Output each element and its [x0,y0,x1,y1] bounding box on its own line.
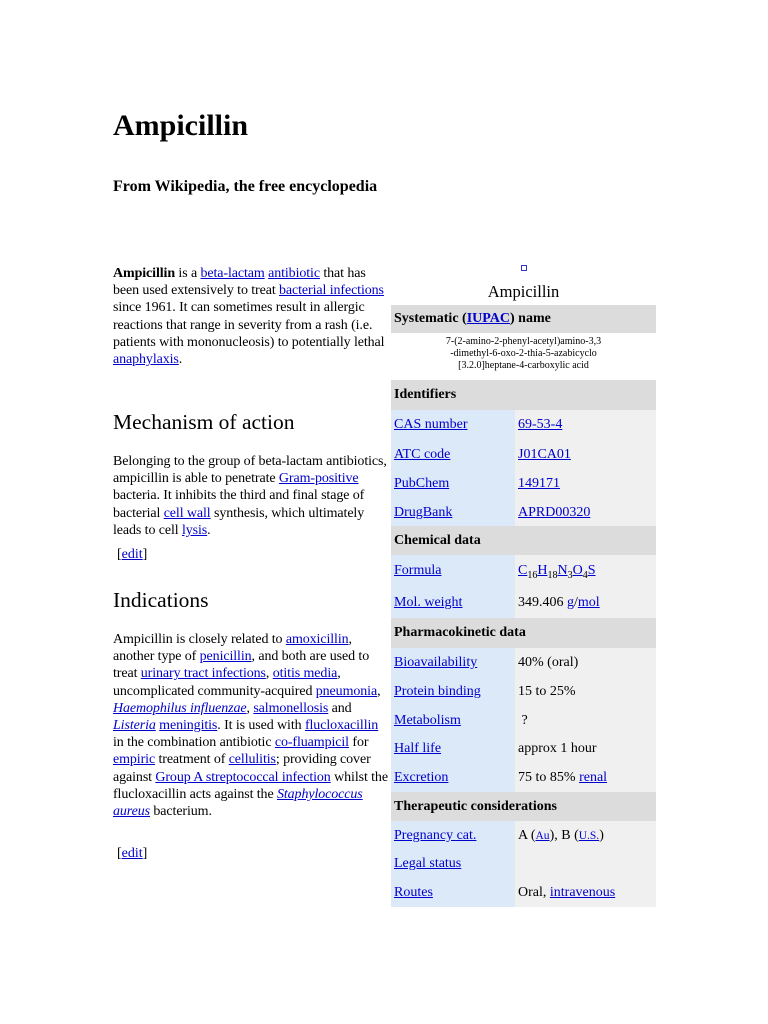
link-gram-positive[interactable]: Gram-positive [278,471,359,487]
value-metabolism: ? [515,706,656,735]
link-lysis[interactable]: lysis [181,522,208,538]
text: . [178,352,183,368]
text: that has been used extensively to treat [113,266,366,299]
subscript: 16 [527,569,538,581]
value-pubchem[interactable]: 149171 [518,476,560,491]
link-otitis-media[interactable]: otitis media [272,666,338,682]
iupac-line: [3.2.0]heptane-4-carboxylic acid [458,360,589,371]
row-protein-binding [391,677,656,706]
link-cell-wall[interactable]: cell wall [163,505,211,521]
value-drugbank[interactable]: APRD00320 [518,505,591,520]
label-cas-number[interactable]: CAS number [394,417,468,432]
text: is a [175,266,201,281]
pharmacokinetic-header: Pharmacokinetic data [391,618,656,648]
row-pubchem [391,469,656,498]
label-mol-weight[interactable]: Mol. weight [394,595,463,610]
page-title: Ampicillin [113,109,249,142]
text: treatment of [155,752,229,768]
text: / [574,595,578,610]
edit-section-indications [117,845,147,862]
label-half-life[interactable]: Half life [394,741,442,756]
link-au[interactable]: Au [535,830,550,842]
text: and [328,700,352,716]
link-antibiotic[interactable]: antibiotic [268,266,320,281]
text: ; providing cover against [113,752,371,785]
link-empiric[interactable]: empiric [113,752,156,768]
row-legal-status [391,850,656,878]
text: since 1961. It can sometimes result in allergic reactions that range in severity from a rash (i.e. patients with mononucleosis) to potentially lethal [113,300,385,350]
label-legal-status[interactable]: Legal status [394,856,462,871]
link-beta-lactam[interactable]: beta-lactam [200,266,265,281]
label-drugbank[interactable]: DrugBank [394,505,453,520]
chemical-data-header: Chemical data [391,526,656,555]
link-us[interactable]: U.S. [578,830,600,842]
row-mol-weight [391,587,656,618]
value-atc-code[interactable]: J01CA01 [518,447,571,462]
link-carbon[interactable]: C [518,563,528,578]
label-excretion[interactable]: Excretion [394,770,449,785]
link-listeria[interactable]: Listeria [113,718,156,734]
text: , [246,700,254,716]
link-anaphylaxis[interactable]: anaphylaxis [113,352,179,368]
text: , and both are used to treat [113,649,370,682]
row-drugbank [391,498,656,526]
link-gram[interactable]: g [567,595,574,610]
subscript: 4 [582,569,588,581]
value-legal-status [515,850,656,878]
link-mol[interactable]: mol [577,595,600,610]
row-atc-code [391,440,656,469]
text: Systematic ( [394,311,467,326]
row-cas-number [391,410,656,440]
edit-link[interactable]: edit [121,547,143,562]
row-routes [391,878,656,907]
link-group-a-streptococcal-infection[interactable]: Group A streptococcal infection [155,769,331,785]
text: , [377,683,381,699]
link-meningitis[interactable]: meningitis [159,718,218,734]
bracket: ] [142,846,148,861]
page-subtitle: From Wikipedia, the free encyclopedia [113,178,378,195]
edit-section-mechanism [117,546,147,563]
therapeutic-header: Therapeutic considerations [391,792,656,821]
iupac-line: 7-(2-amino-2-phenyl-acetyl)amino-3,3 [445,336,602,347]
link-urinary-tract-infections[interactable]: urinary tract infections [140,666,266,682]
row-bioavailability [391,648,656,677]
structure-image[interactable] [521,265,527,271]
link-cellulitis[interactable]: cellulitis [228,752,276,768]
formula-value [515,555,656,587]
label-protein-binding[interactable]: Protein binding [394,684,481,699]
value-protein-binding: 15 to 25% [515,677,656,706]
row-excretion [391,763,656,792]
link-salmonellosis[interactable]: salmonellosis [253,700,329,716]
value-half-life: approx 1 hour [515,735,656,763]
link-haemophilus-influenzae[interactable]: Haemophilus influenzae [113,700,247,716]
mechanism-paragraph [113,453,391,539]
link-renal[interactable]: renal [579,770,608,785]
text: bacteria. It inhibits the third and final stage of bacterial [113,488,365,521]
text: ) [599,828,604,843]
text: Belonging to the group of beta-lactam antibiotics, ampicillin is able to penetrate [113,454,387,487]
link-staphylococcus-aureus[interactable]: Staphylococcus aureus [113,786,363,820]
text: bacterium. [150,804,212,820]
link-sulfur[interactable]: S [587,563,596,578]
bracket: [ [117,547,122,562]
mol-weight-value [515,587,656,618]
row-formula [391,555,656,587]
link-pneumonia[interactable]: pneumonia [315,683,378,699]
label-metabolism[interactable]: Metabolism [394,713,461,728]
value-routes [515,878,656,907]
link-bacterial-infections[interactable]: bacterial infections [279,283,384,299]
link-nitrogen[interactable]: N [557,563,568,578]
label-atc-code[interactable]: ATC code [394,447,451,462]
label-routes[interactable]: Routes [394,885,433,900]
infobox-title: Ampicillin [487,282,560,301]
text: synthesis, which ultimately leads to cell [113,505,365,538]
label-pregnancy-category[interactable]: Pregnancy cat. [394,828,477,843]
link-oxygen[interactable]: O [572,563,583,578]
text: A ( [518,828,536,843]
value-excretion [515,763,656,792]
text: Ampicillin is closely related to [113,632,286,647]
label-pubchem[interactable]: PubChem [394,476,450,491]
value-pregnancy [515,821,656,850]
subscript: 3 [567,569,573,581]
link-co-fluampicil[interactable]: co-fluampicil [274,735,349,751]
row-metabolism [391,706,656,735]
intro-bold-term: Ampicillin [113,266,176,281]
text: , uncomplicated community-acquired [113,666,341,699]
text: . It is used with [217,718,305,734]
text: , another type of [113,632,352,665]
text: ), B ( [549,828,579,843]
heading-mechanism: Mechanism of action [113,410,295,434]
text: for [348,735,369,751]
iupac-name [391,333,656,380]
value-bioavailability: 40% (oral) [515,648,656,677]
text: . [207,522,211,538]
systematic-name-header [391,305,656,333]
link-hydrogen[interactable]: H [537,563,548,578]
row-half-life [391,735,656,763]
link-flucloxacillin[interactable]: flucloxacillin [304,718,379,734]
label-formula[interactable]: Formula [394,563,442,578]
text: , [265,666,273,682]
indications-paragraph [113,631,391,820]
text: in the combination antibiotic [113,735,275,751]
text: 75 to 85% [518,770,580,785]
text: whilst the flucloxacillin acts against the [113,769,388,802]
heading-indications: Indications [113,588,209,612]
identifiers-header: Identifiers [391,380,656,410]
row-pregnancy [391,821,656,850]
link-iupac[interactable]: IUPAC [466,311,510,326]
intro-paragraph [113,265,391,368]
subscript: 18 [547,569,558,581]
link-penicillin[interactable]: penicillin [199,649,252,665]
bracket: ] [142,547,148,562]
link-amoxicillin[interactable]: amoxicillin [285,632,349,647]
value-cas-number[interactable]: 69-53-4 [518,417,563,432]
text: 349.406 [518,595,567,610]
link-intravenous[interactable]: intravenous [549,885,616,900]
edit-link[interactable]: edit [121,846,143,861]
iupac-line: -dimethyl-6-oxo-2-thia-5-azabicyclo [450,348,597,359]
text: ) name [510,311,551,326]
text: Oral, [518,885,550,900]
label-bioavailability[interactable]: Bioavailability [394,655,478,670]
bracket: [ [117,846,122,861]
